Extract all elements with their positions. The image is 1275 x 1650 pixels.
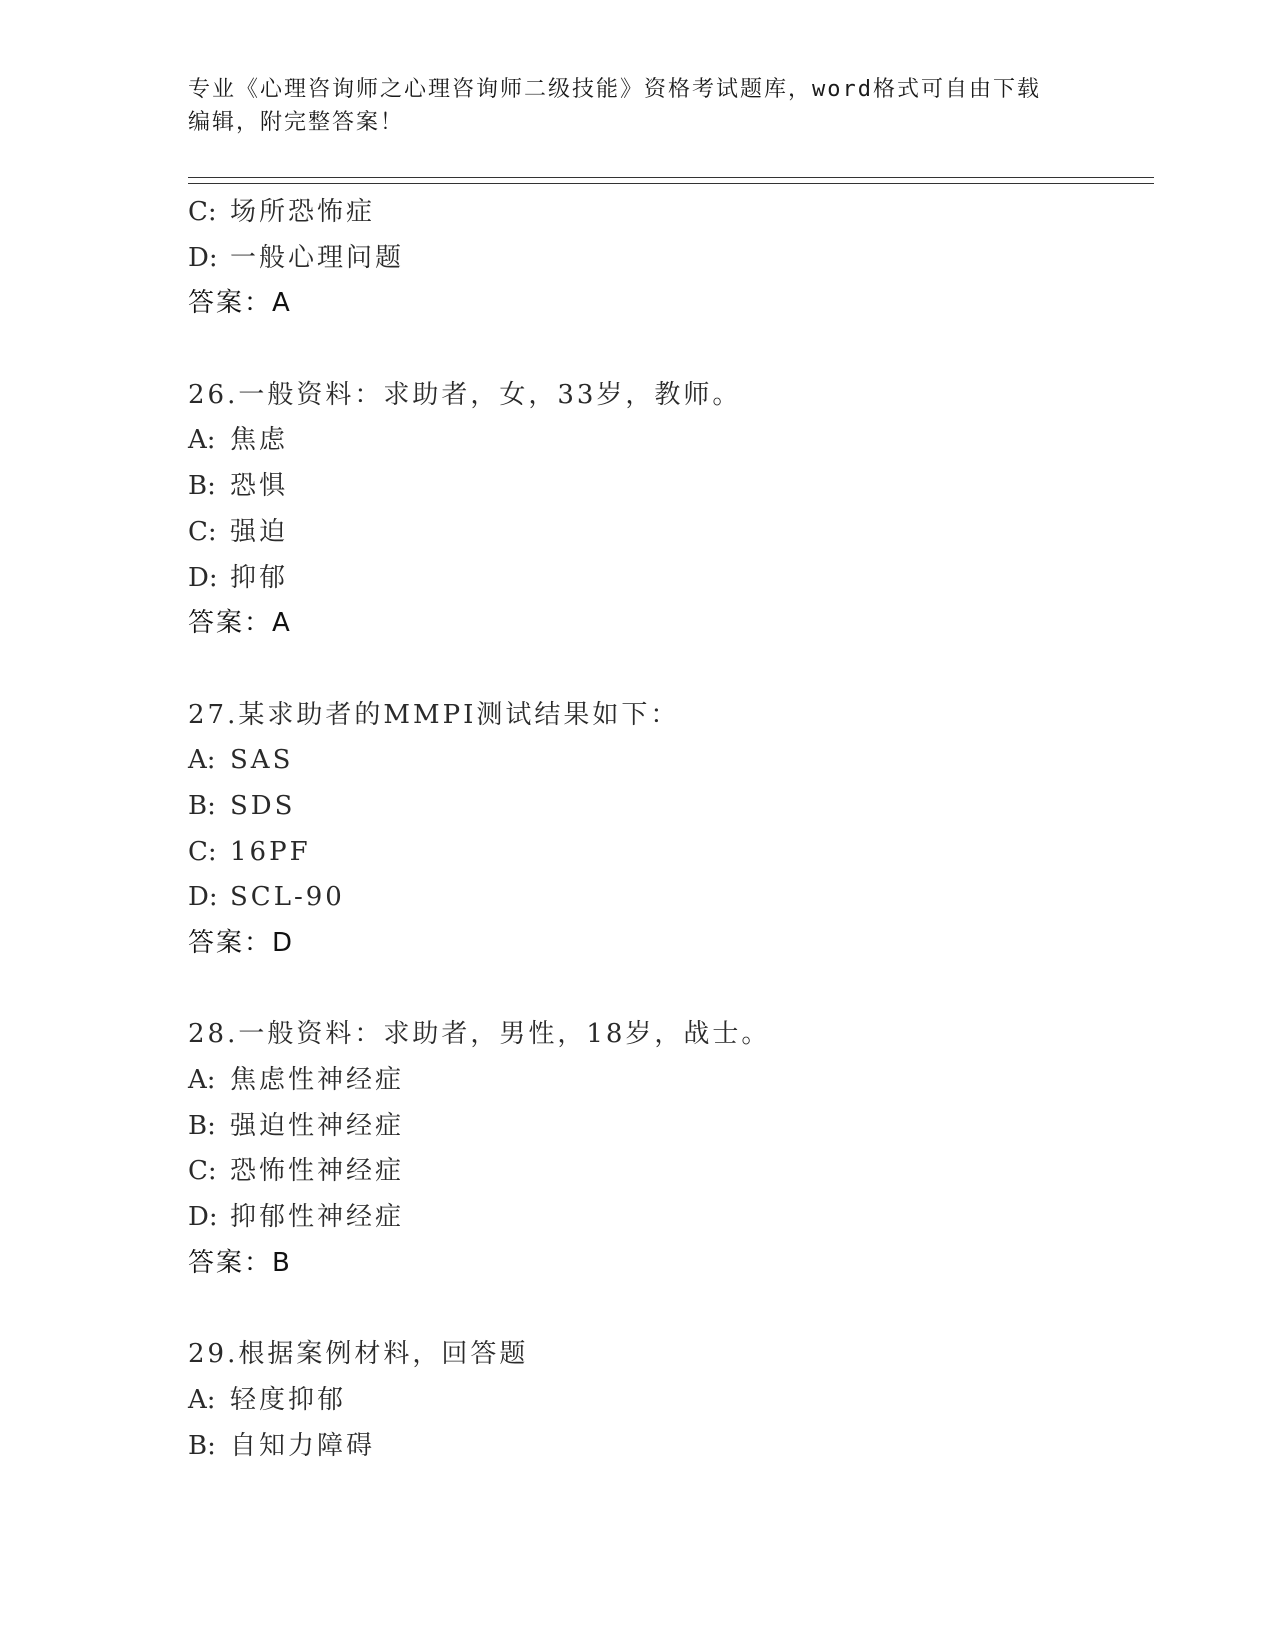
option-line <box>188 418 1148 464</box>
option-label: C: <box>188 1156 217 1187</box>
spacer <box>188 647 1148 693</box>
question-stem: 29.根据案例材料，回答题 <box>188 1339 529 1370</box>
answer-line: 答案：A <box>188 608 292 639</box>
option-label: B: <box>188 471 216 502</box>
spacer <box>188 1287 1148 1333</box>
option-label: A: <box>188 425 216 456</box>
header-divider-bottom <box>188 183 1154 184</box>
option-text: 轻度抑郁 <box>230 1384 347 1415</box>
option-line <box>188 738 1148 784</box>
document-header <box>188 73 1088 139</box>
option-text: SDS <box>230 790 296 821</box>
question-stem: 28.一般资料：求助者，男性，18岁，战士。 <box>188 1019 771 1050</box>
option-line <box>188 1104 1148 1150</box>
option-line <box>188 190 1148 236</box>
question-stem: 26.一般资料：求助者，女，33岁，教师。 <box>188 379 742 410</box>
option-label: B: <box>188 1110 216 1141</box>
option-line <box>188 1378 1148 1424</box>
option-line <box>188 830 1148 876</box>
option-line <box>188 510 1148 556</box>
option-line <box>188 556 1148 602</box>
answer-line: 答案：D <box>188 928 295 958</box>
answer-line: 答案：A <box>188 288 292 319</box>
header-line-1: 专业《心理咨询师之心理咨询师二级技能》资格考试题库，word格式可自由下载 <box>188 77 1041 102</box>
spacer <box>188 967 1148 1013</box>
option-line <box>188 1195 1148 1241</box>
option-label: B: <box>188 790 216 821</box>
option-line <box>188 784 1148 830</box>
option-text: 16PF <box>230 836 311 867</box>
option-text: 抑郁 <box>230 562 289 593</box>
option-text: 焦虑性神经症 <box>230 1065 405 1096</box>
header-divider-top <box>188 177 1154 178</box>
spacer <box>188 327 1148 373</box>
option-text: 焦虑 <box>230 425 289 456</box>
option-text: SAS <box>230 745 294 776</box>
option-label: D: <box>188 1202 218 1233</box>
option-text: SCL-90 <box>230 882 345 913</box>
option-label: A: <box>188 1065 216 1096</box>
option-text: 强迫 <box>230 516 289 547</box>
option-label: D: <box>188 562 218 593</box>
option-label: C: <box>188 516 217 547</box>
option-text: 自知力障碍 <box>230 1430 376 1461</box>
header-line-2: 编辑，附完整答案！ <box>188 110 405 135</box>
option-text: 强迫性神经症 <box>230 1110 405 1141</box>
answer-line: 答案：B <box>188 1247 292 1278</box>
question-stem: 27.某求助者的MMPI测试结果如下： <box>188 699 680 730</box>
option-label: C: <box>188 836 217 867</box>
option-text: 一般心理问题 <box>230 242 405 273</box>
option-label: A: <box>188 1384 216 1415</box>
question-list <box>188 190 1148 1469</box>
option-text: 恐怖性神经症 <box>230 1156 405 1187</box>
option-line <box>188 1424 1148 1470</box>
option-text: 恐惧 <box>230 471 289 502</box>
option-label: D: <box>188 882 218 913</box>
option-text: 抑郁性神经症 <box>230 1202 405 1233</box>
option-line <box>188 236 1148 282</box>
option-text: 场所恐怖症 <box>230 197 376 227</box>
option-label: A: <box>188 745 216 776</box>
option-line <box>188 1149 1148 1195</box>
option-line <box>188 464 1148 510</box>
option-label: B: <box>188 1430 216 1461</box>
option-line <box>188 875 1148 921</box>
option-line <box>188 1058 1148 1104</box>
option-label: C: <box>188 197 217 227</box>
option-label: D: <box>188 242 218 273</box>
